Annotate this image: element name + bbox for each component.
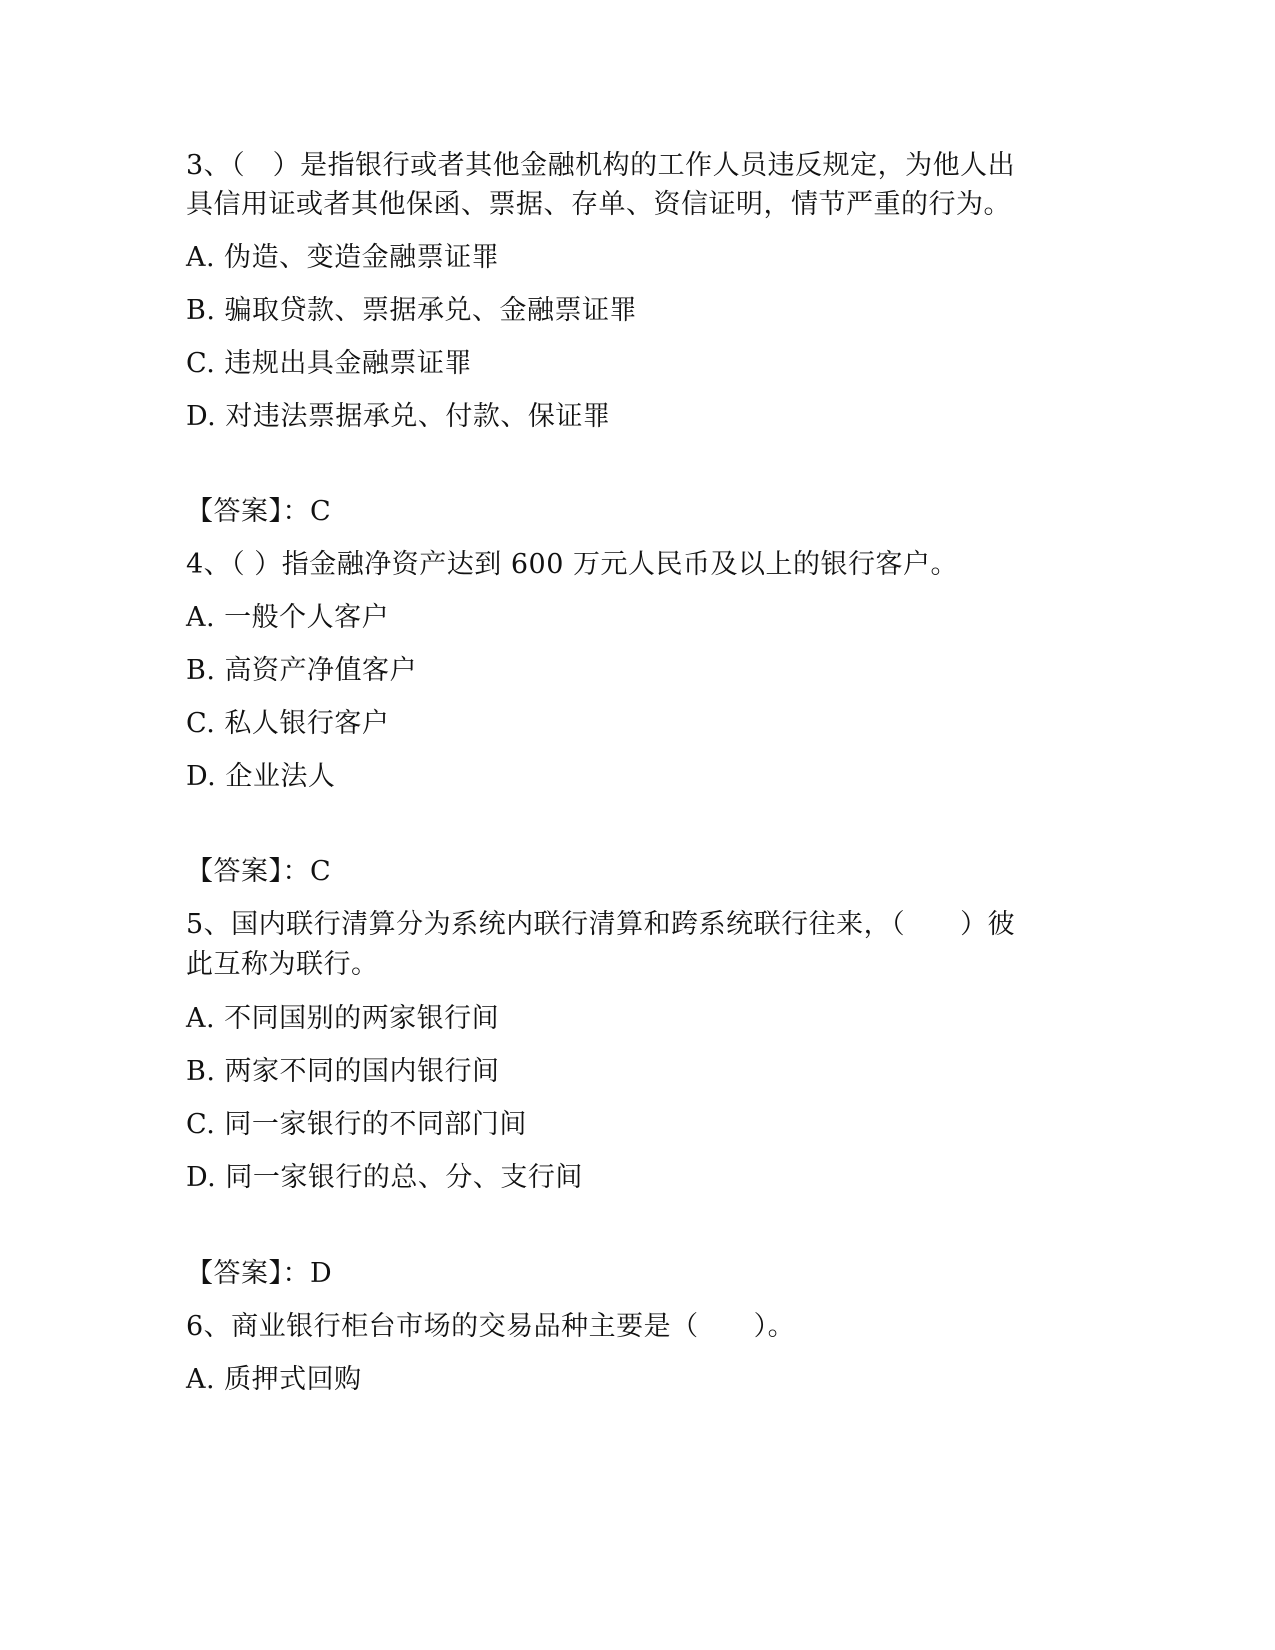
question-6-stem-line-1: 6、商业银行柜台市场的交易品种主要是（ ）。 — [186, 1311, 796, 1342]
question-5-option-b: B. 两家不同的国内银行间 — [186, 1056, 500, 1087]
question-4-option-a: A. 一般个人客户 — [186, 602, 390, 633]
question-5-option-a: A. 不同国别的两家银行间 — [186, 1003, 500, 1034]
question-5-stem-line-2: 此互称为联行。 — [186, 949, 379, 980]
question-3-answer: 【答案】：C — [186, 496, 332, 527]
question-5-answer: 【答案】：D — [186, 1258, 333, 1289]
question-3-option-d: D. 对违法票据承兑、付款、保证罪 — [186, 401, 611, 432]
question-5-stem-line-1: 5、国内联行清算分为系统内联行清算和跨系统联行往来，（ ）彼 — [186, 909, 1016, 940]
question-5-option-d: D. 同一家银行的总、分、支行间 — [186, 1162, 583, 1193]
question-3-stem-line-2: 具信用证或者其他保函、票据、存单、资信证明，情节严重的行为。 — [186, 189, 1011, 220]
question-4-option-b: B. 高资产净值客户 — [186, 655, 418, 686]
question-4-option-d: D. 企业法人 — [186, 761, 336, 792]
question-4-option-c: C. 私人银行客户 — [186, 708, 390, 739]
question-3-stem-line-1: 3、（ ）是指银行或者其他金融机构的工作人员违反规定，为他人出 — [186, 150, 1016, 181]
question-3-option-b: B. 骗取贷款、票据承兑、金融票证罪 — [186, 295, 638, 326]
question-3-option-c: C. 违规出具金融票证罪 — [186, 348, 472, 379]
question-5-option-c: C. 同一家银行的不同部门间 — [186, 1109, 527, 1140]
question-3-option-a: A. 伪造、变造金融票证罪 — [186, 242, 500, 273]
question-6-option-a: A. 质押式回购 — [186, 1364, 362, 1395]
question-4-answer: 【答案】：C — [186, 856, 332, 887]
question-4-stem-line-1: 4、（ ）指金融净资产达到 600 万元人民币及以上的银行客户。 — [186, 549, 958, 580]
